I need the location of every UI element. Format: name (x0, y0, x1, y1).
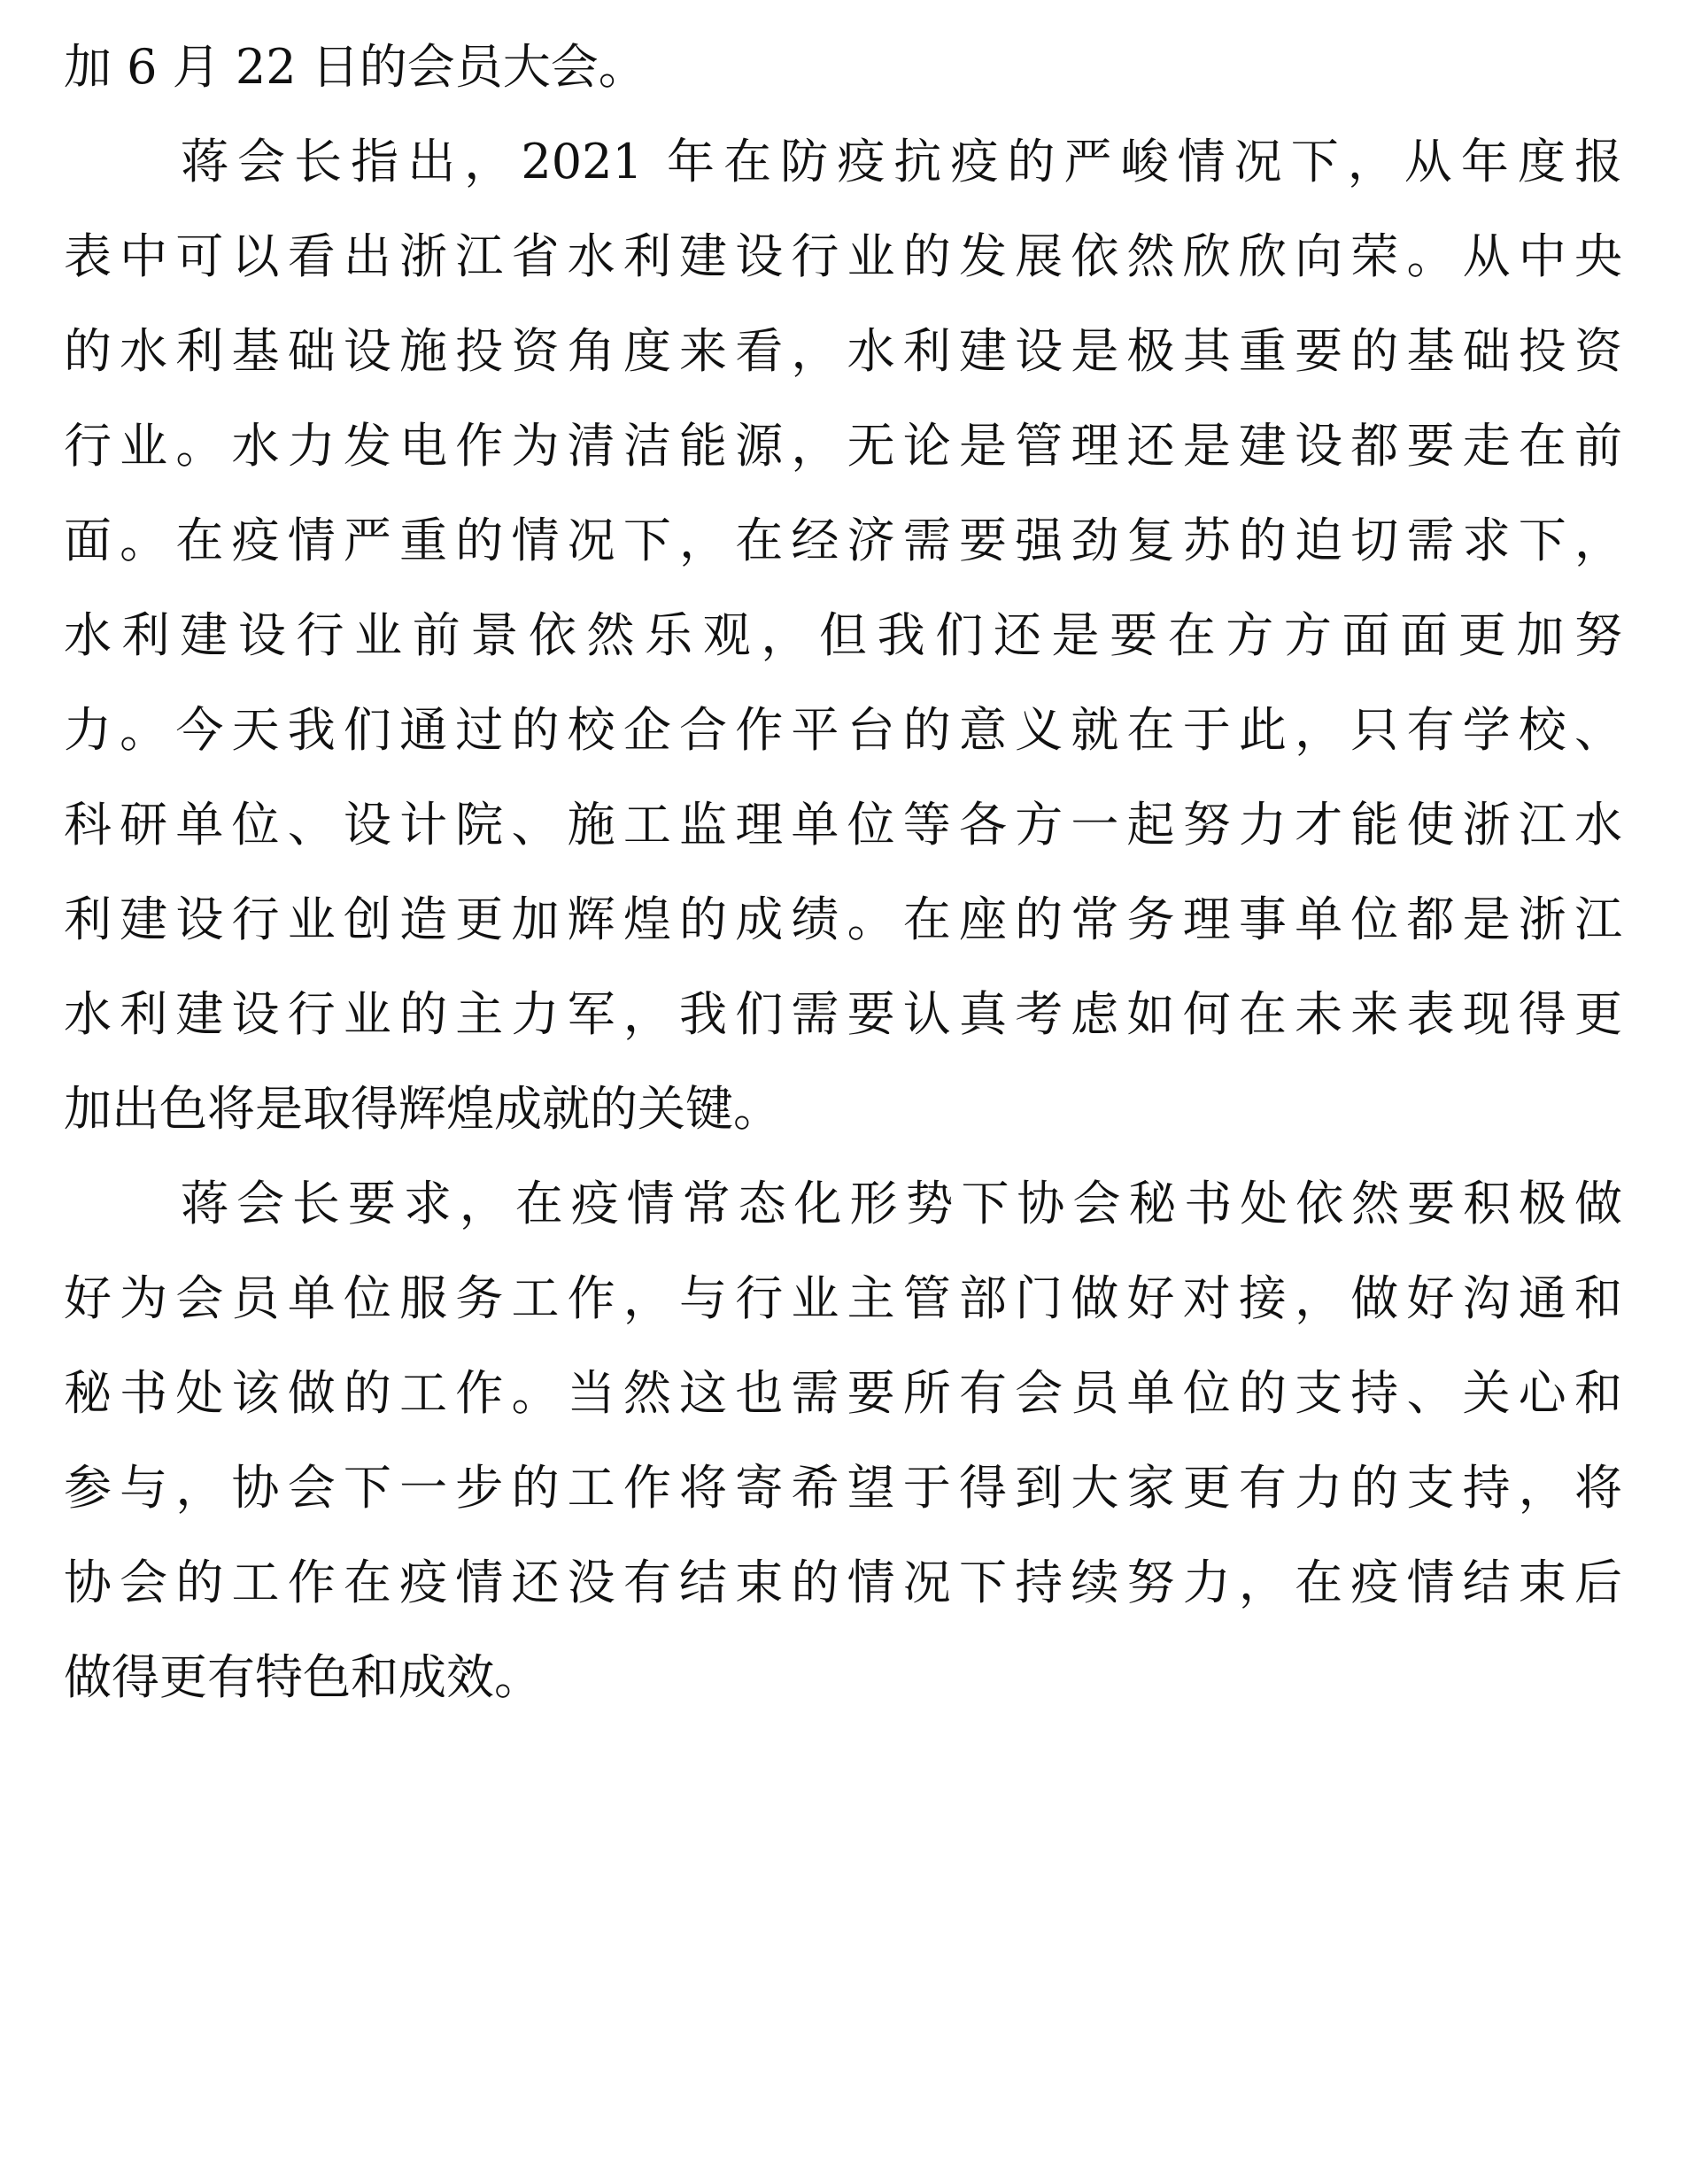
text-line-8: 力。今天我们通过的校企合作平台的意义就在于此，只有学校、 (64, 702, 1622, 758)
body-text (64, 19, 1622, 1725)
text-line-2: 蒋会长指出，2021 年在防疫抗疫的严峻情况下，从年度报 (181, 134, 1622, 189)
text-line-18: 做得更有特色和成效。 (64, 1649, 542, 1705)
text-line-5: 行业。水力发电作为清洁能源，无论是管理还是建设都要走在前 (64, 418, 1622, 474)
text-line-10: 利建设行业创造更加辉煌的成绩。在座的常务理事单位都是浙江 (64, 891, 1622, 947)
text-line-3: 表中可以看出浙江省水利建设行业的发展依然欣欣向荣。从中央 (64, 228, 1622, 284)
text-line-15: 秘书处该做的工作。当然这也需要所有会员单位的支持、关心和 (64, 1365, 1622, 1421)
text-line-7: 水利建设行业前景依然乐观，但我们还是要在方方面面更加努 (64, 607, 1622, 663)
text-line-12: 加出色将是取得辉煌成就的关键。 (64, 1081, 781, 1137)
text-line-11: 水利建设行业的主力军，我们需要认真考虑如何在未来表现得更 (64, 986, 1622, 1042)
text-line-1: 加 6 月 22 日的会员大会。 (64, 39, 646, 95)
text-line-17: 协会的工作在疫情还没有结束的情况下持续努力，在疫情结束后 (64, 1555, 1622, 1610)
text-line-6: 面。在疫情严重的情况下，在经济需要强劲复苏的迫切需求下， (64, 513, 1622, 568)
text-line-14: 好为会员单位服务工作，与行业主管部门做好对接，做好沟通和 (64, 1270, 1622, 1326)
text-line-13: 蒋会长要求，在疫情常态化形势下协会秘书处依然要积极做 (181, 1176, 1622, 1231)
text-line-4: 的水利基础设施投资角度来看，水利建设是极其重要的基础投资 (64, 323, 1622, 379)
text-line-9: 科研单位、设计院、施工监理单位等各方一起努力才能使浙江水 (64, 797, 1622, 853)
text-line-16: 参与，协会下一步的工作将寄希望于得到大家更有力的支持，将 (64, 1460, 1622, 1516)
